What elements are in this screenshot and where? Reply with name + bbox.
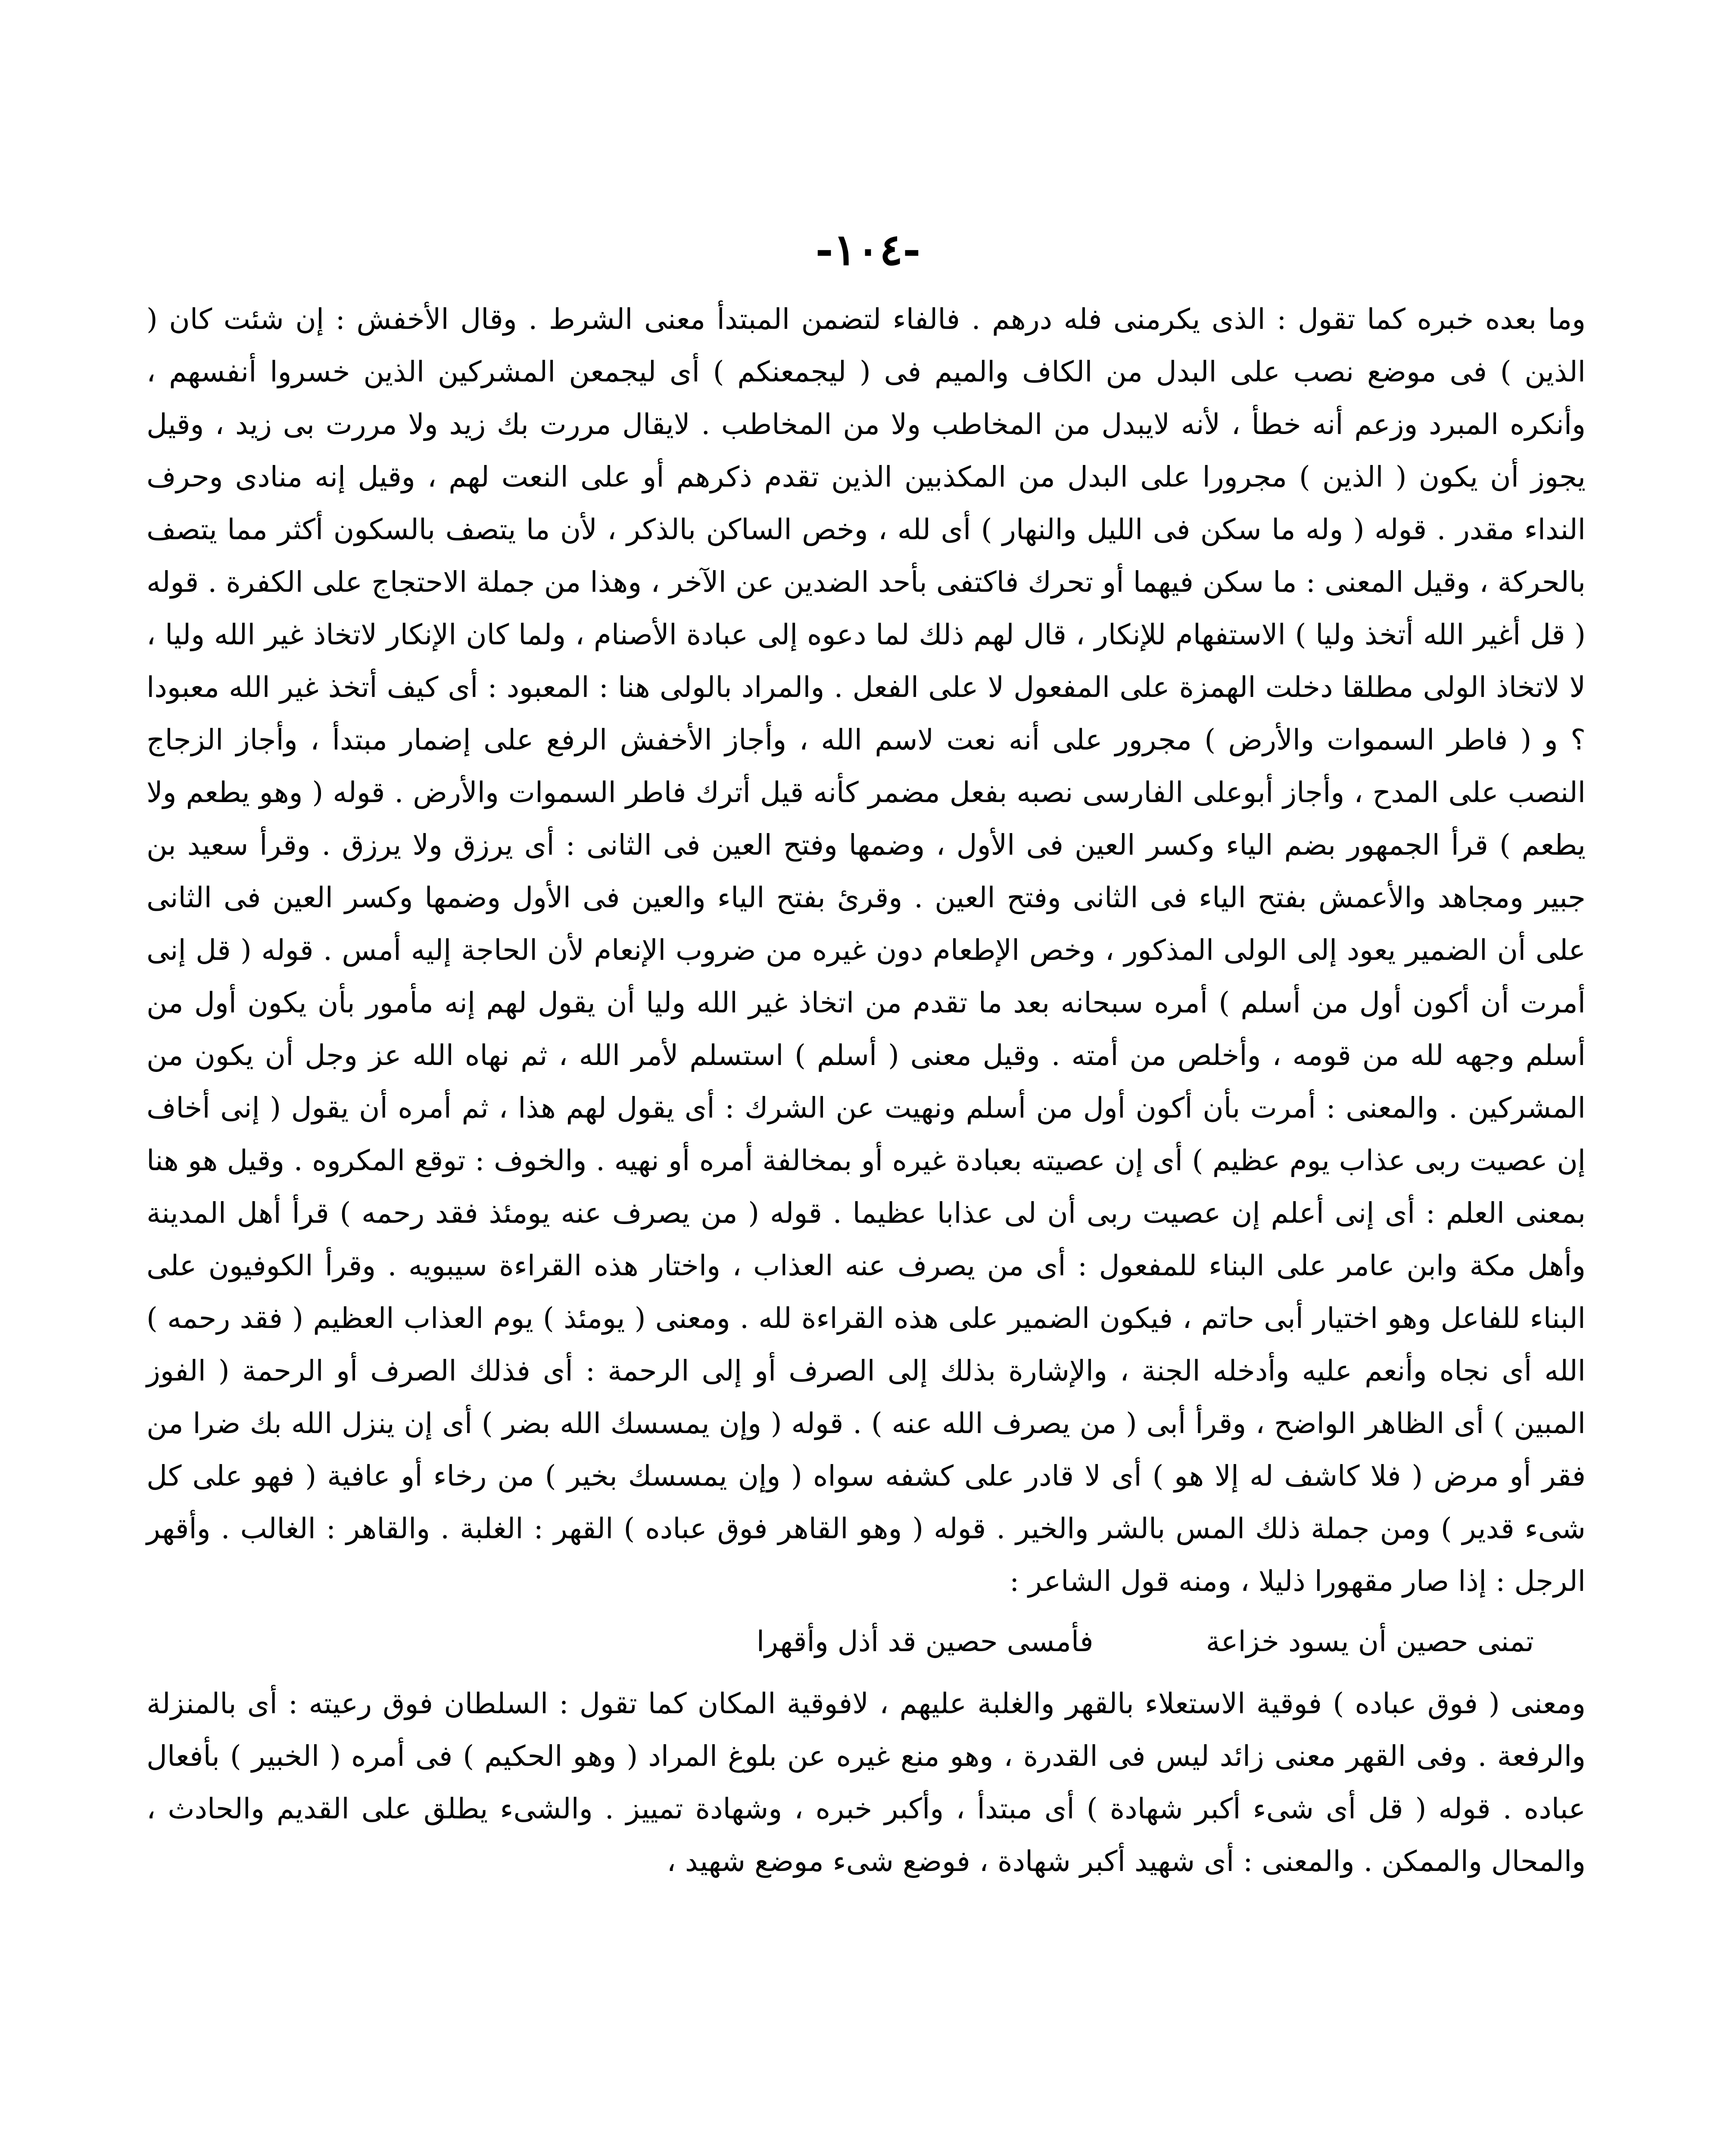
paragraph-1: وما بعده خبره كما تقول : الذى يكرمنى فله درهم . فالفاء لتضمن المبتدأ معنى الشرط . وقال الأخفش : إن شئت كان ( الذين ) فى موضع نصب على البدل من الكاف والميم فى ( ليجمعنكم ) أى ليجمعن المشركين الذين خسروا أنفسهم ، وأنكره المبرد وزعم أنه خطأ ، لأنه لايبدل من المخاطب ولا من المخاطب . لايقال مررت بك زيد ولا مررت بى زيد ، وقيل يجوز أن يكون ( الذين ) مجرورا على البدل من المكذبين الذين تقدم ذكرهم أو على النعت لهم ، وقيل إنه منادى وحرف النداء مقدر . قوله ( وله ما سكن فى الليل والنهار ) أى لله ، وخص الساكن بالذكر ، لأن ما يتصف بالسكون أكثر مما يتصف بالحركة ، وقيل المعنى : ما سكن فيهما أو تحرك فاكتفى بأحد الضدين عن الآخر ، وهذا من جملة الاحتجاج على الكفرة . قوله ( قل أغير الله أتخذ وليا ) الاستفهام للإنكار ، قال لهم ذلك لما دعوه إلى عبادة الأصنام ، ولما كان الإنكار لاتخاذ غير الله وليا ، لا لاتخاذ الولى مطلقا دخلت الهمزة على المفعول لا على الفعل . والمراد بالولى هنا : المعبود : أى كيف أتخذ غير الله معبودا ؟ و ( فاطر السموات والأرض ) مجرور على أنه نعت لاسم الله ، وأجاز الأخفش الرفع على إضمار مبتدأ ، وأجاز الزجاج النصب على المدح ، وأجاز أبوعلى الفارسى نصبه بفعل مضمر كأنه قيل أترك فاطر السموات والأرض . قوله ( وهو يطعم ولا يطعم ) قرأ الجمهور بضم الياء وكسر العين فى الأول ، وضمها وفتح العين فى الثانى : أى يرزق ولا يرزق . وقرأ سعيد بن جبير ومجاهد والأعمش بفتح الياء فى الثانى وفتح العين . وقرئ بفتح الياء والعين فى الأول وضمها وكسر العين فى الثانى على أن الضمير يعود إلى الولى المذكور ، وخص الإطعام دون غيره من ضروب الإنعام لأن الحاجة إليه أمس . قوله ( قل إنى أمرت أن أكون أول من أسلم ) أمره سبحانه بعد ما تقدم من اتخاذ غير الله وليا أن يقول لهم إنه مأمور بأن يكون أول من أسلم وجهه لله من قومه ، وأخلص من أمته . وقيل معنى ( أسلم ) استسلم لأمر الله ، ثم نهاه الله عز وجل أن يكون من المشركين . والمعنى : أمرت بأن أكون أول من أسلم ونهيت عن الشرك : أى يقول لهم هذا ، ثم أمره أن يقول ( إنى أخاف إن عصيت ربى عذاب يوم عظيم ) أى إن عصيته بعبادة غيره أو بمخالفة أمره أو نهيه . والخوف : توقع المكروه . وقيل هو هنا بمعنى العلم : أى إنى أعلم إن عصيت ربى أن لى عذابا عظيما . قوله ( من يصرف عنه يومئذ فقد رحمه ) قرأ أهل المدينة وأهل مكة وابن عامر على البناء للمفعول : أى من يصرف عنه العذاب ، واختار هذه القراءة سيبويه . وقرأ الكوفيون على البناء للفاعل وهو اختيار أبى حاتم ، فيكون الضمير على هذه القراءة لله . ومعنى ( يومئذ ) يوم العذاب العظيم ( فقد رحمه ) الله أى نجاه وأنعم عليه وأدخله الجنة ، والإشارة بذلك إلى الصرف أو إلى الرحمة : أى فذلك الصرف أو الرحمة ( الفوز المبين ) أى الظاهر الواضح ، وقرأ أبى ( من يصرف الله عنه ) . قوله ( وإن يمسسك الله بضر ) أى إن ينزل الله بك ضرا من فقر أو مرض ( فلا كاشف له إلا هو ) أى لا قادر على كشفه سواه ( وإن يمسسك بخير ) من رخاء أو عافية ( فهو على كل شىء قدير ) ومن جملة ذلك المس بالشر والخير . قوله ( وهو القاهر فوق عباده ) القهر : الغلبة . والقاهر : الغالب . وأقهر الرجل : إذا صار مقهورا ذليلا ، ومنه قول الشاعر : <box>146 303 1586 1598</box>
body-text <box>146 293 1586 1888</box>
page-number: -١٠٤- <box>815 224 921 275</box>
poetry-verse <box>146 1615 1586 1668</box>
verse-hemistich-2: فأمسى حصين قد أذل وأقهرا <box>756 1625 1094 1658</box>
paragraph-2: ومعنى ( فوق عباده ) فوقية الاستعلاء بالقهر والغلبة عليهم ، لافوقية المكان كما تقول : السلطان فوق رعيته : أى بالمنزلة والرفعة . وفى القهر معنى زائد ليس فى القدرة ، وهو منع غيره عن بلوغ المراد ( وهو الحكيم ) فى أمره ( الخبير ) بأفعال عباده . قوله ( قل أى شىء أكبر شهادة ) أى مبتدأ ، وأكبر خبره ، وشهادة تمييز . والشىء يطلق على القديم والحادث ، والمحال والممكن . والمعنى : أى شهيد أكبر شهادة ، فوضع شىء موضع شهيد ، <box>146 1687 1586 1878</box>
verse-hemistich-1: تمنى حصين أن يسود خزاعة <box>1206 1625 1534 1658</box>
